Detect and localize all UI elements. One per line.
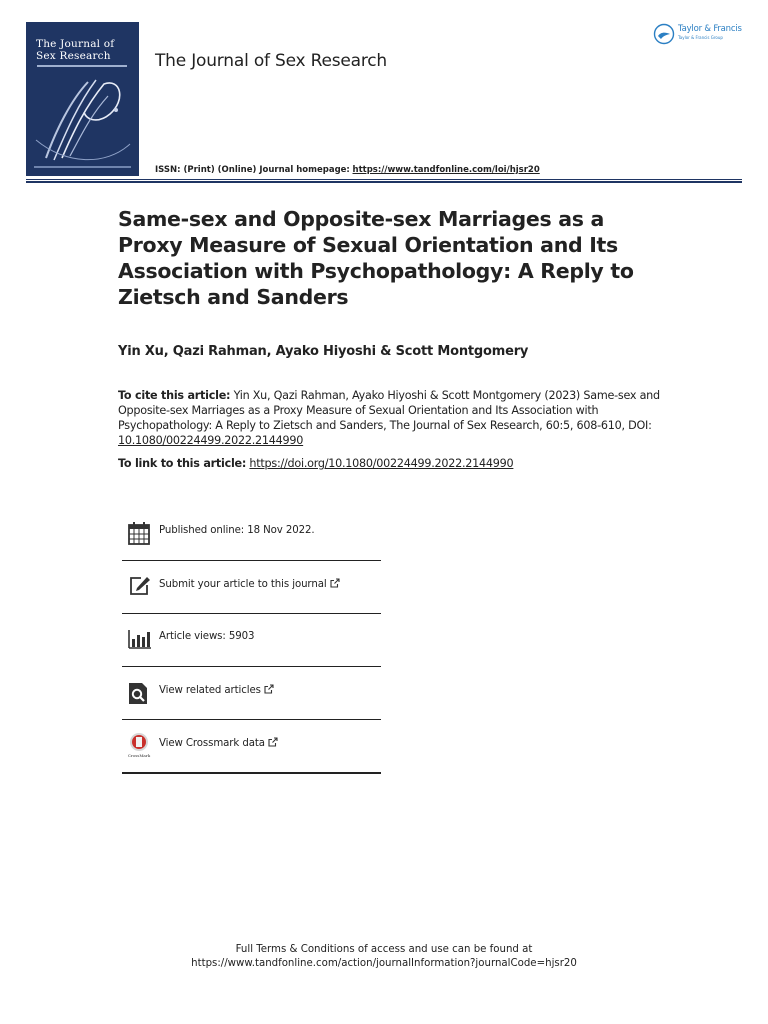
cover-artwork <box>26 70 139 166</box>
search-document-icon <box>127 679 151 705</box>
edit-icon <box>127 573 151 599</box>
article-views-item <box>122 614 381 667</box>
crossmark-caption: CrossMark <box>127 753 151 758</box>
bar-chart-icon <box>127 626 151 652</box>
calendar-icon <box>127 520 151 546</box>
published-online-label: Published online: 18 Nov 2022. <box>159 525 315 536</box>
external-link-icon <box>264 684 274 694</box>
external-link-icon <box>330 578 340 588</box>
journal-homepage-link[interactable]: https://www.tandfonline.com/loi/hjsr20 <box>352 165 540 175</box>
article-views-label: Article views: 5903 <box>159 631 255 642</box>
cover-footer-bar <box>34 166 131 168</box>
crossmark-item[interactable] <box>122 720 381 774</box>
publisher-logo[interactable] <box>653 22 745 46</box>
journal-name: The Journal of Sex Research <box>155 51 388 71</box>
footer-terms-text: Full Terms & Conditions of access and use can be found at <box>235 944 533 955</box>
publisher-name: Taylor & Francis <box>678 24 742 34</box>
related-articles-label: View related articles <box>159 685 261 696</box>
crossmark-link[interactable] <box>159 737 278 749</box>
crossmark-icon <box>127 732 151 758</box>
external-link-icon <box>268 737 278 747</box>
publisher-group: Taylor & Francis Group <box>678 35 723 40</box>
article-info-list <box>122 508 381 774</box>
submit-article-item[interactable] <box>122 561 381 614</box>
article-title: Same-sex and Opposite-sex Marriages as a Proxy Measure of Sexual Orientation and Its Association with Psychopathology: A Reply to Zietsch and Sanders <box>118 207 634 309</box>
issn-homepage-line <box>155 165 540 175</box>
cite-text: Yin Xu, Qazi Rahman, Ayako Hiyoshi & Scott Montgomery (2023) Same-sex and Opposite-sex Marriages as a Proxy Measure of Sexual Orientation and Its Association with Psychopathology: A Reply to Zietsch and Sanders, The Journal of Sex Research, 60:5, 608-610, DOI: <box>118 389 660 432</box>
cite-label: To cite this article: <box>118 389 231 402</box>
terms-footer <box>0 943 768 971</box>
crossmark-label: View Crossmark data <box>159 738 265 749</box>
article-doi-link[interactable]: https://doi.org/10.1080/00224499.2022.2144990 <box>249 457 514 470</box>
article-link-line <box>118 457 513 470</box>
header-rule-thin <box>26 179 742 180</box>
submit-article-link[interactable] <box>159 578 340 590</box>
published-online-item <box>122 508 381 561</box>
cite-doi-link[interactable]: 10.1080/00224499.2022.2144990 <box>118 434 304 447</box>
cover-title: The Journal of Sex Research <box>36 38 115 62</box>
footer-terms-url[interactable]: https://www.tandfonline.com/action/journalInformation?journalCode=hjsr20 <box>191 958 577 969</box>
cover-divider <box>37 65 127 67</box>
related-articles-item[interactable] <box>122 667 381 720</box>
issn-label: ISSN: (Print) (Online) Journal homepage: <box>155 165 350 175</box>
related-articles-link[interactable] <box>159 684 274 696</box>
citation-block <box>118 388 663 448</box>
taylor-francis-icon <box>653 23 675 45</box>
header-rule-thick <box>26 181 742 183</box>
article-authors: Yin Xu, Qazi Rahman, Ayako Hiyoshi & Scott Montgomery <box>118 344 529 359</box>
submit-article-label: Submit your article to this journal <box>159 579 327 590</box>
link-label: To link to this article: <box>118 457 247 470</box>
journal-cover <box>26 22 139 176</box>
